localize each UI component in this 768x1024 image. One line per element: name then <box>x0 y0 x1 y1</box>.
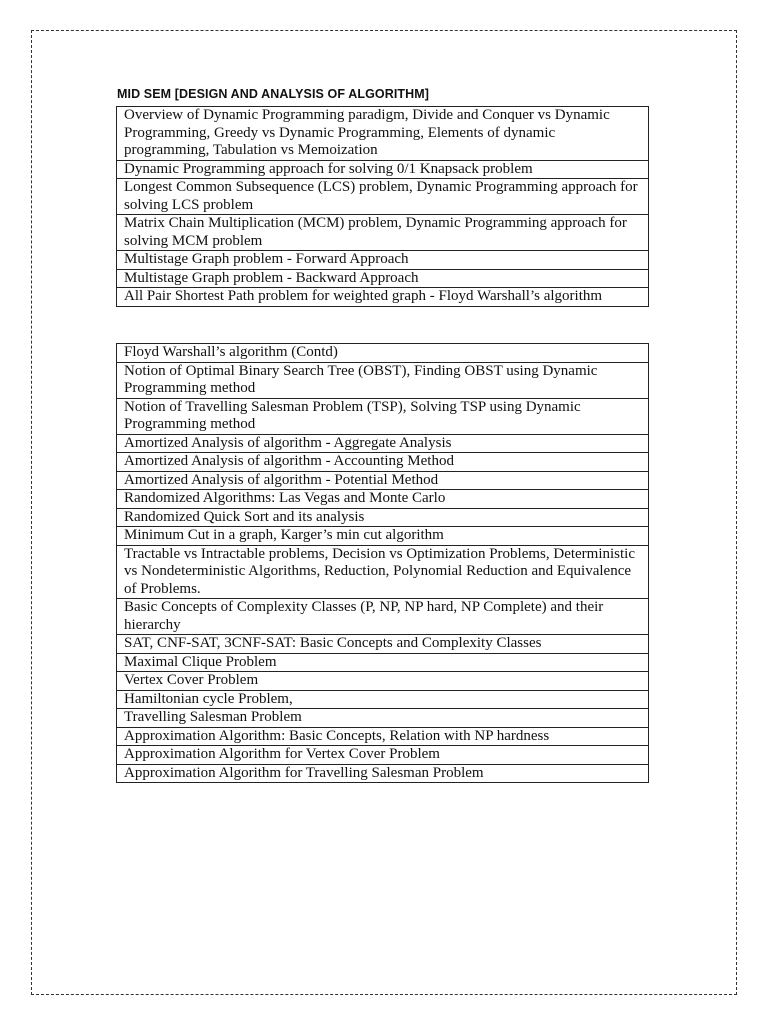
topic-cell: Amortized Analysis of algorithm - Aggregate Analysis <box>117 434 649 453</box>
topic-cell: Multistage Graph problem - Forward Approach <box>117 251 649 270</box>
table-row <box>117 269 649 288</box>
topic-cell: Notion of Optimal Binary Search Tree (OBST), Finding OBST using Dynamic Programming method <box>117 362 649 398</box>
table-row <box>117 107 649 161</box>
topic-cell: Hamiltonian cycle Problem, <box>117 690 649 709</box>
topic-cell: All Pair Shortest Path problem for weighted graph - Floyd Warshall’s algorithm <box>117 288 649 307</box>
table-row <box>117 160 649 179</box>
topic-cell: Overview of Dynamic Programming paradigm, Divide and Conquer vs Dynamic Programming, Greedy vs Dynamic Programming, Elements of dynamic programming, Tabulation vs Memoization <box>117 107 649 161</box>
topic-cell: Multistage Graph problem - Backward Approach <box>117 269 649 288</box>
topic-cell: Approximation Algorithm for Vertex Cover Problem <box>117 746 649 765</box>
table-row <box>117 508 649 527</box>
topic-cell: Dynamic Programming approach for solving 0/1 Knapsack problem <box>117 160 649 179</box>
table-row <box>117 288 649 307</box>
table-row <box>117 434 649 453</box>
table-row <box>117 653 649 672</box>
table-row <box>117 179 649 215</box>
table-row <box>117 672 649 691</box>
table-row <box>117 746 649 765</box>
topic-cell: Amortized Analysis of algorithm - Potential Method <box>117 471 649 490</box>
table-row <box>117 471 649 490</box>
topic-cell: Amortized Analysis of algorithm - Accounting Method <box>117 453 649 472</box>
table-row <box>117 727 649 746</box>
table-row <box>117 362 649 398</box>
topic-cell: Approximation Algorithm: Basic Concepts, Relation with NP hardness <box>117 727 649 746</box>
topic-cell: Vertex Cover Problem <box>117 672 649 691</box>
table-row <box>117 635 649 654</box>
topic-cell: Randomized Algorithms: Las Vegas and Monte Carlo <box>117 490 649 509</box>
table-row <box>117 764 649 783</box>
topic-cell: SAT, CNF-SAT, 3CNF-SAT: Basic Concepts and Complexity Classes <box>117 635 649 654</box>
table-row <box>117 527 649 546</box>
document-title: MID SEM [DESIGN AND ANALYSIS OF ALGORITHM] <box>117 87 430 101</box>
table-row <box>117 398 649 434</box>
topic-cell: Minimum Cut in a graph, Karger’s min cut algorithm <box>117 527 649 546</box>
table-row <box>117 690 649 709</box>
topic-cell: Randomized Quick Sort and its analysis <box>117 508 649 527</box>
table-row <box>117 599 649 635</box>
topic-cell: Basic Concepts of Complexity Classes (P, NP, NP hard, NP Complete) and their hierarchy <box>117 599 649 635</box>
topic-cell: Approximation Algorithm for Travelling Salesman Problem <box>117 764 649 783</box>
table-row <box>117 344 649 363</box>
table-row <box>117 251 649 270</box>
table-row <box>117 453 649 472</box>
table-row <box>117 545 649 599</box>
topic-cell: Notion of Travelling Salesman Problem (TSP), Solving TSP using Dynamic Programming method <box>117 398 649 434</box>
topic-cell: Tractable vs Intractable problems, Decision vs Optimization Problems, Deterministic vs Nondeterministic Algorithms, Reduction, Polynomial Reduction and Equivalence of Problems. <box>117 545 649 599</box>
topic-cell: Travelling Salesman Problem <box>117 709 649 728</box>
topic-cell: Matrix Chain Multiplication (MCM) problem, Dynamic Programming approach for solving MCM problem <box>117 215 649 251</box>
topic-cell: Longest Common Subsequence (LCS) problem, Dynamic Programming approach for solving LCS problem <box>117 179 649 215</box>
topic-cell: Floyd Warshall’s algorithm (Contd) <box>117 344 649 363</box>
syllabus-table-part-1 <box>116 106 649 307</box>
topic-cell: Maximal Clique Problem <box>117 653 649 672</box>
table-row <box>117 215 649 251</box>
table-row <box>117 709 649 728</box>
table-row <box>117 490 649 509</box>
syllabus-table-part-2 <box>116 343 649 783</box>
